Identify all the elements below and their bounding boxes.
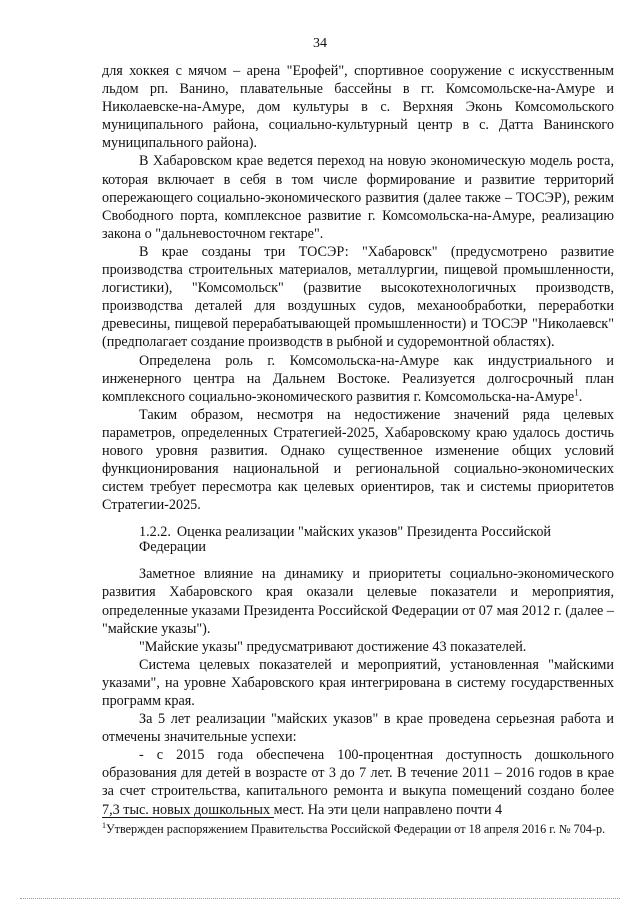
paragraph: В Хабаровском крае ведется переход на новую экономическую модель роста, которая включает в себя в том числе формирование и развитие территорий опережающего социально-экономического развития (далее также – ТОСЭР), режим Свободного порта, комплексное развитие г. Комсомольска-на-Амуре, реализацию закона о "дальневосточном гектаре". — [102, 153, 614, 242]
scan-edge-line — [20, 898, 620, 899]
section-heading — [102, 525, 614, 555]
footnote — [102, 822, 614, 836]
footnote-reference[interactable]: 1 — [574, 386, 579, 397]
paragraph: Система целевых показателей и мероприятий, установленная "майскими указами", на уровне Хабаровского края интегрирована в систему государственных программ края. — [102, 656, 614, 709]
section-number: 1.2.2. — [139, 524, 171, 541]
footnote-text: Утвержден распоряжением Правительства Российской Федерации от 18 апреля 2016 г. № 704-р. — [106, 822, 606, 836]
paragraph: В крае созданы три ТОСЭР: "Хабаровск" (предусмотрено развитие производства строительных материалов, металлургии, пищевой промышленности, логистики), "Комсомольск" (развитие высокотехнологичных производств, производства деталей для воздушных судов, механообработки, переработки древесины, пищевой перерабатывающей промышленности) и ТОСЭР "Николаевск" (предполагает создание производств в рыбной и судоремонтной областях). — [102, 243, 614, 351]
section-title: Оценка реализации "майских указов" Президента Российской Федерации — [139, 524, 552, 556]
paragraph-text: Определена роль г. Комсомольска-на-Амуре как индустриального и инженерного центра на Дальнем Востоке. Реализуется долгосрочный план комплексного социально-экономического развития г. Комсомольска-на-Амуре — [102, 352, 614, 405]
list-item: - с 2015 года обеспечена 100-процентная доступность дошкольного образования для детей в возрасте от 3 до 7 лет. В течение 2011 – 2016 годов в крае за счет строительства, капитального ремонта и выкупа помещений создано более 7,3 тыс. новых дошкольных мест. На эти цели направлено почти 4 — [102, 747, 614, 818]
paragraph: Таким образом, несмотря на недостижение значений ряда целевых параметров, определенных Стратегией-2025, Хабаровскому краю удалось достичь нового уровня развития. Однако существенное изменение общих условий функционирования национальной и региональной социально-экономических систем требует пересмотра как целевых ориентиров, так и системы приоритетов Стратегии-2025. — [102, 406, 614, 514]
body-text — [102, 62, 614, 819]
paragraph: За 5 лет реализации "майских указов" в крае проведена серьезная работа и отмечены значительные успехи: — [102, 711, 614, 746]
paragraph: Заметное влияние на динамику и приоритеты социально-экономического развития Хабаровского края оказали целевые показатели и мероприятия, определенные указами Президента Российской Федерации от 07 мая 2012 г. (далее – "майские указы"). — [102, 566, 614, 637]
page-number: 34 — [313, 36, 327, 51]
footnote-divider — [102, 817, 274, 818]
paragraph: для хоккея с мячом – арена "Ерофей", спортивное сооружение с искусственным льдом рп. Ванино, плавательные бассейны в гг. Комсомольске-на-Амуре и Николаевске-на-Амуре, дом культуры в с. Верхняя Эконь Комсомольского муниципального района, социально-культурный центр в с. Датта Ванинского муниципального района). — [102, 63, 614, 152]
paragraph-with-footnote: Определена роль г. Комсомольска-на-Амуре как индустриального и инженерного центра на Дальнем Востоке. Реализуется долгосрочный план комплексного социально-экономического развития г. Комсомольска-на-Амуре$^1$. — [102, 352, 614, 405]
paragraph: "Майские указы" предусматривают достижение 43 показателей. — [139, 638, 527, 655]
footnote-marker: 1 — [102, 820, 106, 830]
